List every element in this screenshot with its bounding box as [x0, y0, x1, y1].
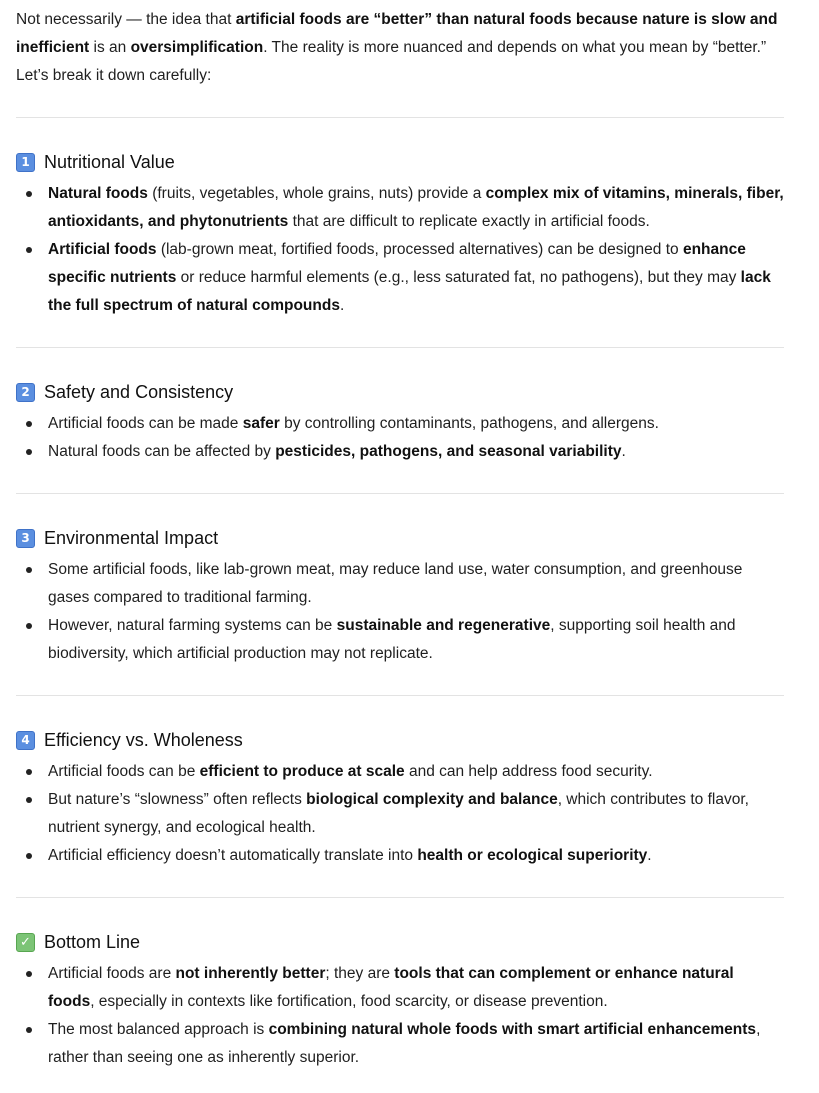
bold-text: combining natural whole foods with smart artificial enhancements: [268, 1021, 757, 1038]
list-item: [16, 1016, 784, 1072]
section-heading: [16, 524, 784, 552]
intro-text: . The reality is more nuanced and depends on what you mean by “better.” Let’s break it down carefully:: [16, 39, 767, 84]
bold-text: tools that can complement or enhance natural foods: [48, 965, 734, 1010]
bullet-list: [16, 556, 784, 668]
section-title: Efficiency vs. Wholeness: [44, 729, 243, 750]
list-item: [16, 612, 784, 668]
bold-text: sustainable and regenerative: [336, 617, 551, 634]
list-item: [16, 786, 784, 842]
text: But nature’s “slowness” often reflects: [48, 791, 307, 808]
text: Some artificial foods, like lab-grown meat, may reduce land use, water consumption, and greenhouse gases compared to traditional farming.: [48, 561, 743, 606]
bullet-list: [16, 758, 784, 870]
check-mark-icon: ✓: [16, 933, 35, 952]
keycap-two-icon: 2: [16, 383, 35, 402]
bold-text: enhance specific nutrients: [48, 241, 746, 286]
text: Artificial foods are: [48, 965, 176, 982]
section-title: Environmental Impact: [44, 527, 219, 548]
divider: [16, 347, 784, 348]
list-item: [16, 758, 784, 786]
text: The most balanced approach is: [48, 1021, 269, 1038]
bold-text: Artificial foods: [48, 241, 157, 258]
section-nutritional-value: [16, 148, 784, 320]
divider: [16, 117, 784, 118]
section-heading: [16, 928, 784, 956]
bold-text: safer: [242, 415, 280, 432]
list-item: [16, 438, 784, 466]
divider: [16, 493, 784, 494]
text: , supporting soil health and biodiversity, which artificial production may not replicate.: [48, 617, 736, 662]
bullet-list: [16, 410, 784, 466]
text: (fruits, vegetables, whole grains, nuts) provide a: [147, 185, 486, 202]
list-item: [16, 180, 784, 236]
section-title: Safety and Consistency: [44, 381, 234, 402]
bold-text: pesticides, pathogens, and seasonal variability: [275, 443, 622, 460]
intro-bold: oversimplification: [130, 39, 264, 56]
bold-text: complex mix of vitamins, minerals, fiber, antioxidants, and phytonutrients: [48, 185, 784, 230]
text: by controlling contaminants, pathogens, and allergens.: [279, 415, 659, 432]
text: that are difficult to replicate exactly in artificial foods.: [288, 213, 650, 230]
text: ; they are: [325, 965, 395, 982]
keycap-four-icon: 4: [16, 731, 35, 750]
text: and can help address food security.: [404, 763, 653, 780]
text: or reduce harmful elements (e.g., less saturated fat, no pathogens), but they may: [176, 269, 741, 286]
text: , rather than seeing one as inherently superior.: [48, 1021, 761, 1066]
text: Natural foods can be affected by: [48, 443, 276, 460]
section-heading: [16, 726, 784, 754]
intro-text: is an: [89, 39, 131, 56]
intro-bold: artificial foods are “better” than natural foods because nature is slow and inefficient: [16, 11, 778, 56]
list-item: [16, 842, 784, 870]
intro-paragraph: [16, 6, 784, 90]
bold-text: Natural foods: [48, 185, 148, 202]
keycap-one-icon: 1: [16, 153, 35, 172]
list-item: [16, 960, 784, 1016]
bold-text: not inherently better: [175, 965, 326, 982]
section-heading: [16, 378, 784, 406]
intro-text: Not necessarily — the idea that: [16, 11, 236, 28]
section-bottom-line: [16, 928, 784, 1072]
text: However, natural farming systems can be: [48, 617, 337, 634]
text: (lab-grown meat, fortified foods, processed alternatives) can be designed to: [156, 241, 683, 258]
text: Artificial efficiency doesn’t automatically translate into: [48, 847, 418, 864]
response-content: [16, 0, 784, 1072]
bold-text: lack the full spectrum of natural compounds: [48, 269, 771, 314]
text: Artificial foods can be: [48, 763, 200, 780]
list-item: [16, 410, 784, 438]
text: Artificial foods can be made: [48, 415, 243, 432]
keycap-three-icon: 3: [16, 529, 35, 548]
list-item: [16, 556, 784, 612]
text: , especially in contexts like fortification, food scarcity, or disease prevention.: [90, 993, 608, 1010]
bullet-list: [16, 180, 784, 320]
text: .: [621, 443, 626, 460]
section-title: Nutritional Value: [44, 151, 175, 172]
section-heading: [16, 148, 784, 176]
section-environmental-impact: [16, 524, 784, 668]
divider: [16, 897, 784, 898]
bold-text: health or ecological superiority: [417, 847, 648, 864]
section-title: Bottom Line: [44, 931, 141, 952]
text: , which contributes to flavor, nutrient synergy, and ecological health.: [48, 791, 749, 836]
text: .: [339, 297, 345, 314]
bullet-list: [16, 960, 784, 1072]
text: .: [647, 847, 652, 864]
bold-text: biological complexity and balance: [306, 791, 558, 808]
divider: [16, 695, 784, 696]
section-efficiency-wholeness: [16, 726, 784, 870]
section-safety-consistency: [16, 378, 784, 466]
list-item: [16, 236, 784, 320]
bold-text: efficient to produce at scale: [199, 763, 405, 780]
